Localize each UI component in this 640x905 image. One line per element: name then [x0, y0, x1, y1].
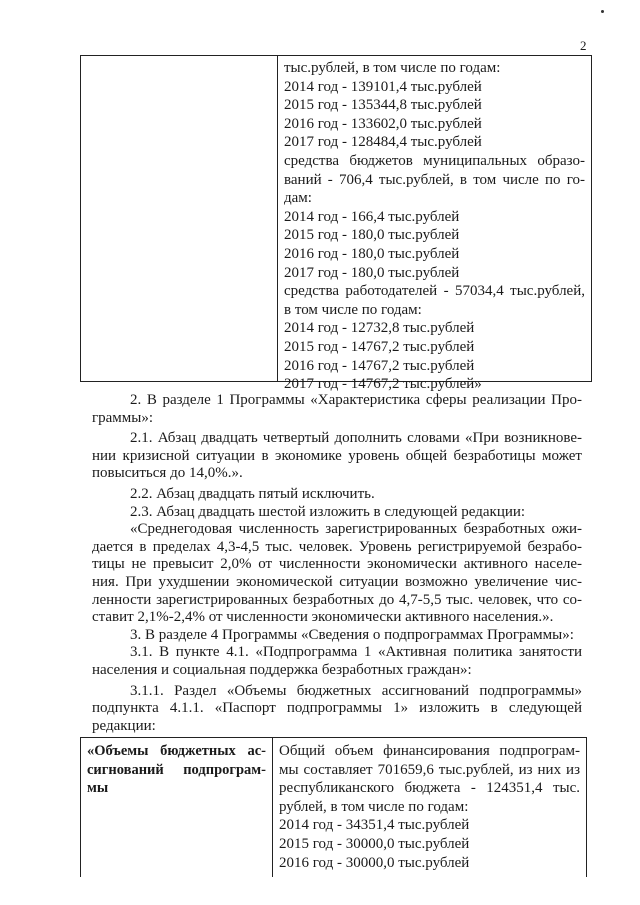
table1-line: 2014 год - 139101,4 тыс.рублей: [284, 78, 482, 95]
budget-table-continuation: [80, 55, 592, 393]
passport-value-line: республиканского бюджета - 124351,4 тыс.: [279, 780, 580, 797]
body-line: 2.3. Абзац двадцать шестой изложить в следующей редакции:: [130, 503, 526, 520]
table1-line: 2017 год - 128484,4 тыс.рублей: [284, 134, 482, 151]
body-line: 3. В разделе 4 Программы «Сведения о подпрограммах Программы»:: [130, 626, 574, 643]
table1-line: дам:: [284, 190, 312, 207]
table1-line: ваний - 706,4 тыс.рублей, в том числе по го-: [284, 171, 585, 188]
passport-table: [80, 737, 587, 877]
body-line: подпункта 4.1.1. «Паспорт подпрограммы 1» изложить в следующей: [92, 700, 582, 717]
passport-value-line: мы составляет 701659,6 тыс.рублей, из них из: [279, 761, 580, 778]
passport-table-value-cell: [273, 738, 586, 877]
table1-line: 2016 год - 180,0 тыс.рублей: [284, 245, 460, 262]
table-left-cell-empty: [81, 56, 278, 381]
table1-line: 2016 год - 133602,0 тыс.рублей: [284, 115, 482, 132]
table1-line: 2017 год - 180,0 тыс.рублей: [284, 264, 460, 281]
passport-value-line: 2015 год - 30000,0 тыс.рублей: [279, 835, 470, 852]
passport-value-line: рублей, в том числе по годам:: [279, 798, 469, 815]
body-line: ставит 2,1%-2,4% от численности экономически активного населения.».: [92, 609, 554, 626]
table1-line: 2014 год - 166,4 тыс.рублей: [284, 208, 460, 225]
body-line: нии кризисной ситуации в экономике уровень общей безработицы может: [92, 447, 582, 464]
body-line: «Среднегодовая численность зарегистрированных безработных ожи-: [130, 521, 582, 538]
passport-table-label-cell: [81, 738, 273, 877]
table1-line: 2015 год - 14767,2 тыс.рублей: [284, 338, 475, 355]
body-line: 2.2. Абзац двадцать пятый исключить.: [130, 485, 375, 502]
page-number: 2: [580, 38, 587, 53]
table1-line: средства бюджетов муниципальных образо-: [284, 152, 585, 169]
table1-line: тыс.рублей, в том числе по годам:: [284, 60, 501, 76]
body-line: 3.1. В пункте 4.1. «Подпрограмма 1 «Активная политика занятости: [130, 644, 582, 661]
passport-label-line: сигнований подпрограм-: [87, 761, 266, 778]
passport-label-line: мы: [87, 780, 109, 797]
table1-line: 2015 год - 180,0 тыс.рублей: [284, 227, 460, 244]
passport-label-line: «Объемы бюджетных ас-: [87, 743, 266, 759]
body-line: ленности зарегистрированных безработных до 4,7-5,5 тыс. человек, что со-: [92, 591, 582, 608]
table1-line: 2017 год - 14767,2 тыс.рублей»: [284, 376, 482, 393]
scan-mark: [601, 10, 604, 13]
table-right-cell: [278, 56, 591, 393]
table1-line: в том числе по годам:: [284, 301, 422, 318]
body-line: 2.1. Абзац двадцать четвертый дополнить словами «При возникнове-: [130, 430, 582, 447]
table1-line: 2016 год - 14767,2 тыс.рублей: [284, 357, 475, 374]
body-line: повыситься до 14,0%.».: [92, 465, 243, 482]
document-body: [92, 392, 582, 735]
table1-line: средства работодателей - 57034,4 тыс.рублей,: [284, 283, 585, 300]
body-line: населения и социальная поддержка безработных граждан»:: [92, 661, 472, 678]
body-line: граммы»:: [92, 409, 154, 426]
passport-value-line: 2014 год - 34351,4 тыс.рублей: [279, 817, 470, 834]
body-line: дается в пределах 4,3-4,5 тыс. человек. Уровень регистрируемой безрабо-: [92, 538, 582, 555]
passport-value-line: 2016 год - 30000,0 тыс.рублей: [279, 854, 470, 871]
body-line: 2. В разделе 1 Программы «Характеристика сферы реализации Про-: [130, 392, 582, 408]
body-line: ния. При ухудшении экономической ситуации возможно увеличение чис-: [92, 573, 582, 590]
table1-line: 2014 год - 12732,8 тыс.рублей: [284, 320, 475, 337]
table1-line: 2015 год - 135344,8 тыс.рублей: [284, 97, 482, 114]
passport-value-line: Общий объем финансирования подпрограм-: [279, 743, 580, 759]
body-line: 3.1.1. Раздел «Объемы бюджетных ассигнований подпрограммы»: [130, 682, 582, 699]
body-line: тицы не превысит 2,0% от численности экономически активного населе-: [92, 556, 582, 573]
body-line: редакции:: [92, 717, 156, 734]
